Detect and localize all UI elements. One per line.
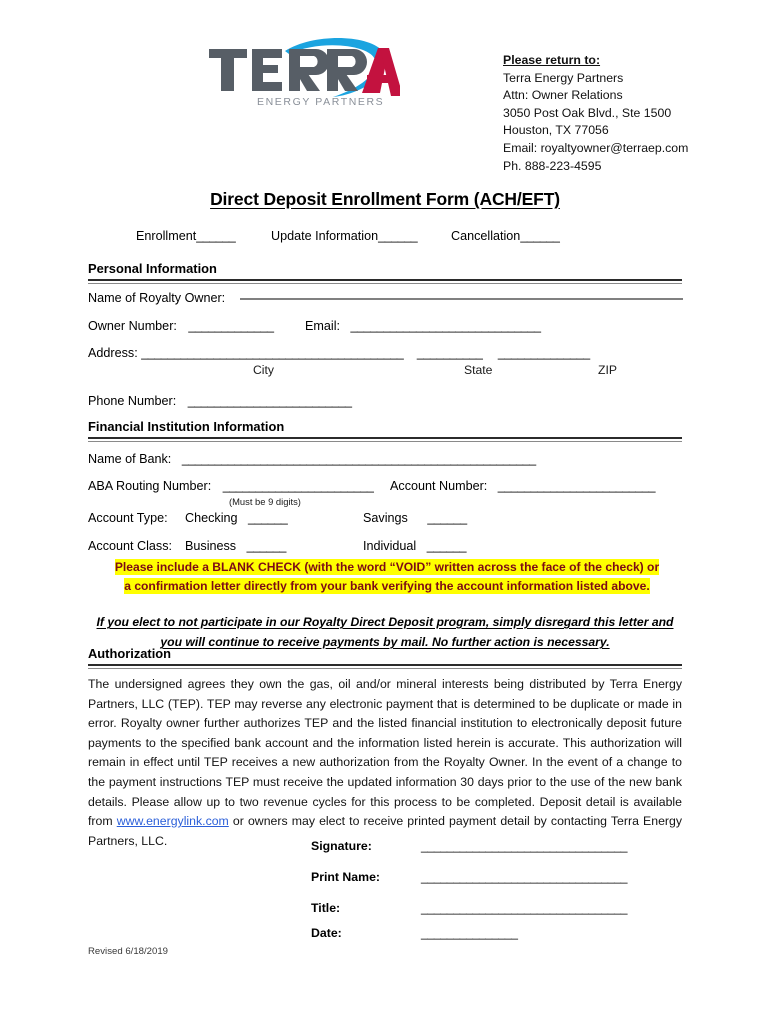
title-label: Title: [311, 901, 341, 915]
business-label: Business [185, 539, 237, 553]
svg-text:ENERGY PARTNERS: ENERGY PARTNERS [257, 96, 385, 108]
account-number-group [390, 479, 655, 493]
print-name-label: Print Name: [311, 870, 381, 884]
phone-number-input[interactable]: _________________________ [187, 394, 352, 408]
return-street: 3050 Post Oak Blvd., Ste 1500 [503, 105, 672, 120]
business-blank[interactable]: ______ [246, 539, 286, 553]
aba-routing-number-input[interactable]: _______________________ [222, 479, 374, 493]
checking-blank[interactable]: ______ [248, 511, 288, 525]
savings-label: Savings [363, 511, 408, 525]
field-row-account-type [88, 511, 688, 529]
phone-number-label: Phone Number: [88, 394, 177, 408]
signature-input[interactable]: ________________________________ [421, 839, 628, 853]
return-city-state-zip: Houston, TX 77056 [503, 123, 609, 138]
date-input[interactable]: _______________ [421, 926, 518, 940]
document-header [0, 0, 770, 180]
enrollment-options-row [88, 229, 682, 247]
aba-routing-number-label: ABA Routing Number: [88, 479, 212, 493]
section-header-personal-information: Personal Information [88, 261, 682, 281]
address-input[interactable]: ________________________________________ [141, 346, 404, 360]
return-attn: Attn: Owner Relations [503, 88, 623, 103]
savings-blank[interactable]: ______ [427, 511, 467, 525]
signature-label: Signature: [311, 839, 372, 853]
owner-number-input[interactable]: _____________ [188, 319, 274, 333]
option-update-blank[interactable]: ______ [378, 229, 418, 243]
title-row [311, 901, 691, 926]
name-of-royalty-owner-input[interactable] [240, 298, 683, 300]
option-enrollment-blank[interactable]: ______ [196, 229, 236, 243]
name-of-bank-input[interactable]: ______________________________________________________ [181, 452, 536, 466]
email-input[interactable]: _____________________________ [350, 319, 541, 333]
signature-row [311, 839, 691, 870]
option-enrollment[interactable] [136, 229, 235, 243]
business-option[interactable] [185, 539, 286, 553]
title-input[interactable]: ________________________________ [421, 901, 628, 915]
energylink-link[interactable]: www.energylink.com [116, 814, 229, 829]
section-header-authorization: Authorization [88, 646, 682, 666]
field-row-owner-number-email [88, 319, 688, 337]
individual-blank[interactable]: ______ [426, 539, 467, 553]
account-type-label: Account Type: [88, 511, 168, 525]
opt-out-notice-text: If you elect to not participate in our Royalty Direct Deposit program, simply disregard this letter and you will continue to receive payments by mail. No further action is necessary. [96, 615, 674, 649]
return-to-heading: Please return to: [503, 53, 601, 67]
return-email: Email: royaltyowner@terraep.com [503, 140, 689, 155]
page-title [0, 189, 770, 210]
individual-option[interactable] [363, 539, 466, 553]
state-input[interactable]: __________ [416, 346, 483, 360]
return-company: Terra Energy Partners [503, 70, 624, 85]
field-row-aba-routing-account-number [88, 479, 688, 497]
account-number-input[interactable]: ________________________ [497, 479, 656, 493]
aba-digits-caption: (Must be 9 digits) [229, 496, 301, 507]
checking-label: Checking [185, 511, 238, 525]
checking-option[interactable] [185, 511, 287, 525]
email-field-group [305, 319, 541, 333]
authorization-body-part1: The undersigned agrees they own the gas, oil and/or mineral interests being distributed by Terra Energy Partners, LLC (TEP). TEP may reverse any electronic payment that is determined to be duplicate or made in error. Royalty owner further authorizes TEP and the listed financial institution to electronically deposit future payments to the specified bank account and the information listed herein is accurate. This authorization will remain in effect until TEP receives a new authorization from the Royalty Owner. In the event of a change to the payment instructions TEP must receive the updated information 30 days prior to the use of the new bank details. Please allow up to two revenue cycles for this process to be completed. Deposit detail is available from [88, 677, 682, 829]
page-title-text: Direct Deposit Enrollment Form (ACH/EFT) [210, 189, 560, 209]
section-header-financial-institution-information: Financial Institution Information [88, 419, 682, 439]
field-row-account-class [88, 539, 688, 557]
individual-label: Individual [363, 539, 417, 553]
zip-input[interactable]: ______________ [497, 346, 590, 360]
option-update-information[interactable] [271, 229, 417, 243]
option-cancellation[interactable] [451, 229, 559, 243]
name-of-royalty-owner-label: Name of Royalty Owner: [88, 291, 226, 305]
account-number-label: Account Number: [390, 479, 488, 493]
name-of-bank-label: Name of Bank: [88, 452, 172, 466]
field-row-name-of-bank [88, 452, 688, 470]
address-label: Address: [88, 346, 138, 360]
city-caption: City [253, 363, 274, 377]
option-cancellation-blank[interactable]: ______ [520, 229, 560, 243]
option-cancellation-label: Cancellation [451, 229, 521, 243]
blank-check-notice-text: Please include a BLANK CHECK (with the word “VOID” written across the face of the check) or a confirmation letter directly from your bank verifying the account information listed above. [114, 560, 660, 593]
option-update-label: Update Information [271, 229, 379, 243]
logo-icon [205, 33, 400, 111]
return-phone: Ph. 888-223-4595 [503, 158, 602, 173]
authorization-body [88, 675, 682, 851]
terra-energy-partners-logo [205, 33, 400, 111]
account-class-label: Account Class: [88, 539, 172, 553]
field-row-name-of-royalty-owner [88, 291, 688, 309]
field-row-address [88, 346, 688, 364]
state-caption: State [464, 363, 493, 377]
return-address-block [503, 52, 743, 175]
field-row-phone-number [88, 394, 688, 412]
savings-option[interactable] [363, 511, 467, 525]
date-row [311, 926, 691, 951]
print-name-row [311, 870, 691, 901]
print-name-input[interactable]: ________________________________ [421, 870, 628, 884]
zip-caption: ZIP [598, 363, 617, 377]
date-label: Date: [311, 926, 342, 940]
authorization-body-part2: or owners may elect to receive printed payment detail by contacting Terra Energy Partners, LLC. [88, 814, 682, 848]
blank-check-notice [113, 558, 661, 596]
owner-number-label: Owner Number: [88, 319, 177, 333]
signature-block [311, 839, 691, 951]
email-label: Email: [305, 319, 340, 333]
footer-revision: Revised 6/18/2019 [88, 946, 169, 957]
option-enrollment-label: Enrollment [136, 229, 197, 243]
